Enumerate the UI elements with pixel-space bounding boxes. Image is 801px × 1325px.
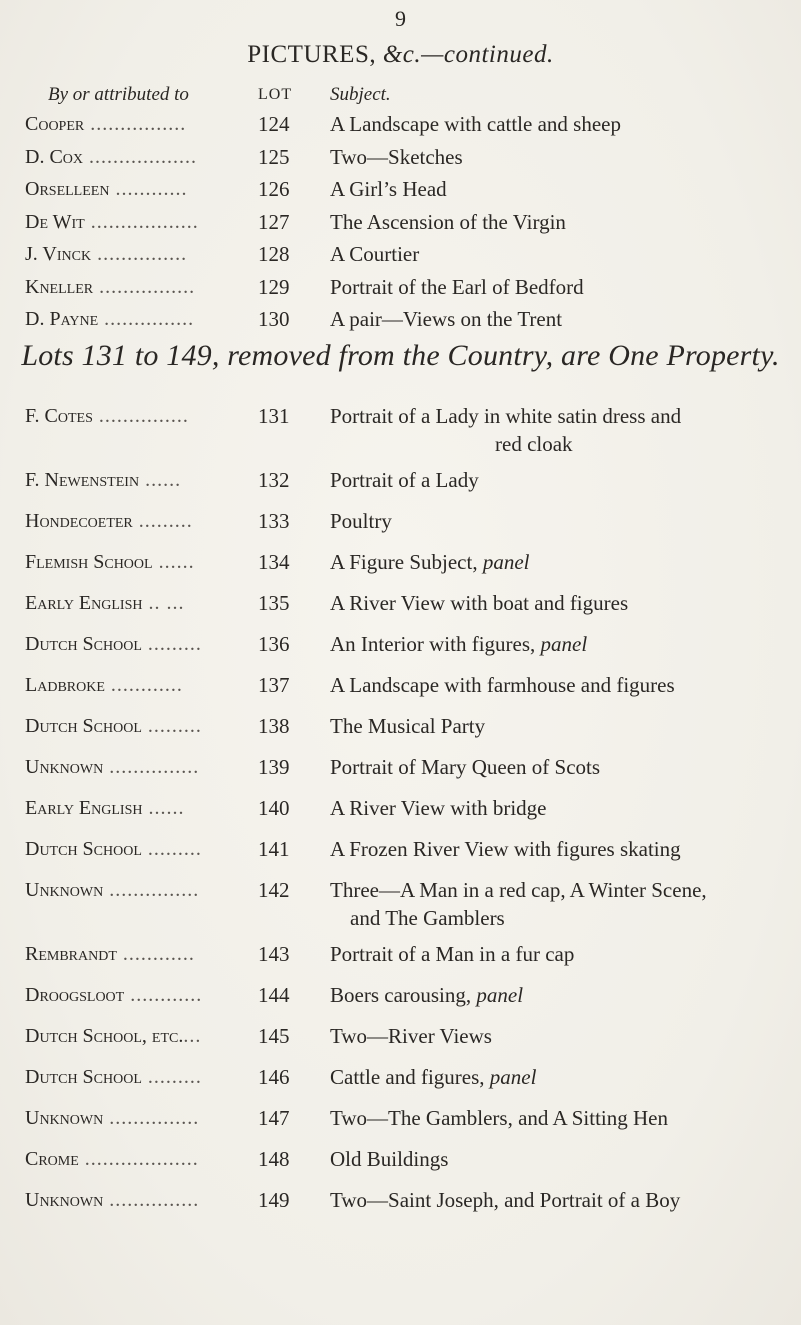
lot-number: 147 [258, 1106, 290, 1130]
lot-artist [25, 1063, 257, 1091]
leader-dots: ................ [93, 275, 196, 298]
lot-subject [330, 1063, 790, 1091]
leader-dots: ......... [141, 838, 202, 860]
leader-dots: ............ [124, 984, 203, 1006]
lot-artist [25, 712, 257, 740]
lot-subject [330, 548, 790, 576]
lot-artist [25, 981, 257, 1009]
subject-text: Cattle and figures, [330, 1065, 490, 1089]
lot-artist [25, 1104, 257, 1132]
lot-subject [330, 1104, 790, 1132]
leader-dots: ............ [109, 178, 188, 200]
subject-text: A Landscape with farmhouse and figures [330, 673, 675, 697]
leader-dots: ......... [141, 633, 202, 655]
lot-artist [25, 940, 257, 968]
lot-artist [25, 671, 257, 699]
lot-artist [25, 1022, 257, 1050]
leader-dots: ...... [152, 551, 195, 573]
lot-number: 140 [258, 796, 290, 820]
lot-subject [330, 876, 790, 932]
artist-name: D. Payne [25, 308, 99, 330]
lot-subject [330, 794, 790, 822]
subject-text: Portrait of a Lady in white satin dress and [330, 404, 682, 428]
artist-name: Orselleen [25, 178, 110, 200]
subject-medium: panel [482, 550, 530, 574]
leader-dots: ...... [142, 797, 185, 819]
lot-artist [25, 466, 257, 494]
leader-dots: ......... [141, 1066, 202, 1088]
subject-text: Two—Sketches [330, 144, 463, 169]
column-header-subject: Subject. [330, 84, 391, 105]
subject-text: Boers carousing, [330, 983, 477, 1007]
subject-text: A Landscape with cattle and sheep [330, 112, 621, 136]
subject-text: Portrait of Mary Queen of Scots [330, 755, 601, 779]
subject-text-continued: red cloak [495, 432, 573, 456]
lot-subject [330, 273, 790, 301]
artist-name: Unknown [25, 1107, 104, 1129]
lot-number: 141 [258, 837, 290, 861]
subject-text: Three—A Man in a red cap, A Winter Scene, [330, 878, 707, 902]
artist-name: Early English [25, 797, 143, 819]
artist-name: Kneller [25, 275, 94, 298]
lot-artist [25, 175, 257, 203]
lot-subject [330, 1022, 790, 1050]
lot-number: 125 [258, 144, 290, 169]
leader-dots: ............... [103, 756, 200, 778]
subject-text: Portrait of a Man in a fur cap [330, 942, 575, 966]
lot-number: 126 [258, 177, 290, 201]
subject-text: Portrait of the Earl of Bedford [330, 274, 584, 299]
page-number: 9 [395, 6, 406, 31]
running-head [0, 40, 801, 70]
artist-name: Early English [25, 592, 143, 614]
lot-number: 131 [258, 404, 290, 428]
lot-number: 130 [258, 307, 290, 331]
artist-name: Dutch School [25, 1066, 142, 1088]
lot-artist [25, 876, 257, 904]
lot-artist [25, 1186, 257, 1214]
subject-text: An Interior with figures, [330, 632, 541, 656]
artist-name: F. Cotes [25, 405, 93, 427]
subject-text: Poultry [330, 509, 392, 533]
lot-number: 142 [258, 878, 290, 902]
subject-text: The Ascension of the Virgin [330, 209, 566, 234]
lot-artist [25, 507, 257, 535]
leader-dots: ... [183, 1025, 202, 1047]
subject-text: A Figure Subject, [330, 550, 483, 574]
lot-subject [330, 1186, 790, 1214]
subject-text: Two—River Views [330, 1024, 492, 1048]
lot-artist [25, 273, 257, 301]
leader-dots: ............... [103, 1107, 200, 1129]
artist-name: Droogsloot [25, 984, 125, 1006]
lot-artist [25, 630, 257, 658]
lot-number: 133 [258, 509, 290, 533]
lot-subject [330, 671, 790, 699]
artist-name: Dutch School, etc. [25, 1025, 184, 1047]
lot-artist [25, 753, 257, 781]
lot-number: 128 [258, 242, 290, 266]
lot-number: 145 [258, 1024, 290, 1048]
lot-number: 144 [258, 983, 290, 1007]
lot-number: 132 [258, 468, 290, 492]
leader-dots: ......... [141, 715, 202, 737]
leader-dots: ............ [104, 674, 183, 696]
lot-subject [330, 981, 790, 1009]
lot-number: 143 [258, 942, 290, 966]
artist-name: Cooper [25, 113, 85, 135]
subject-text: The Musical Party [330, 714, 486, 738]
leader-dots: .................. [84, 210, 199, 233]
lot-subject [330, 940, 790, 968]
lot-subject [330, 630, 790, 658]
leader-dots: ............... [103, 1189, 200, 1211]
leader-dots: ................ [84, 113, 187, 135]
lot-artist [25, 794, 257, 822]
lot-artist [25, 589, 257, 617]
lot-subject [330, 110, 790, 138]
leader-dots: ......... [132, 510, 193, 532]
artist-name: Unknown [25, 879, 104, 901]
subject-medium: panel [489, 1065, 537, 1089]
subject-text: A River View with boat and figures [330, 591, 629, 615]
subject-text: A River View with bridge [330, 796, 547, 820]
lot-number: 148 [258, 1147, 290, 1171]
lot-subject [330, 835, 790, 863]
lot-number: 149 [258, 1188, 290, 1212]
lot-subject [330, 589, 790, 617]
lot-subject [330, 175, 790, 203]
subject-text-continued: and The Gamblers [350, 906, 505, 930]
leader-dots: ............... [92, 405, 189, 427]
lot-artist [25, 305, 257, 333]
lot-subject [330, 208, 790, 236]
lot-number: 136 [258, 632, 290, 656]
lot-number: 135 [258, 591, 290, 615]
leader-dots: .................. [83, 145, 198, 168]
subject-text: A pair—Views on the Trent [330, 307, 563, 331]
artist-name: Dutch School [25, 715, 142, 737]
column-headers [0, 84, 801, 108]
artist-name: Rembrandt [25, 943, 117, 965]
column-header-lot: LOT [258, 86, 293, 103]
leader-dots: .. ... [142, 592, 185, 614]
subject-medium: panel [476, 983, 524, 1007]
artist-name: Hondecoeter [25, 510, 133, 532]
subject-text: Two—Saint Joseph, and Portrait of a Boy [330, 1188, 681, 1212]
artist-name: Ladbroke [25, 674, 105, 696]
artist-name: De Wit [25, 210, 85, 233]
running-head-title: PICTURES, [247, 41, 383, 68]
lot-artist [25, 240, 257, 268]
artist-name: Crome [25, 1148, 79, 1170]
artist-name: Unknown [25, 756, 104, 778]
leader-dots: ...... [139, 469, 182, 491]
leader-dots: ............... [91, 243, 188, 265]
lot-number: 129 [258, 274, 290, 299]
subject-text: A Girl’s Head [330, 177, 447, 201]
leader-dots: ............... [98, 308, 195, 330]
leader-dots: ............ [116, 943, 195, 965]
lot-artist [25, 402, 257, 430]
lot-number: 138 [258, 714, 290, 738]
artist-name: D. Cox [25, 145, 84, 168]
lot-subject [330, 753, 790, 781]
artist-name: J. Vinck [25, 243, 92, 265]
lot-number: 139 [258, 755, 290, 779]
artist-name: Dutch School [25, 838, 142, 860]
lot-subject [330, 402, 790, 458]
artist-name: Flemish School [25, 551, 153, 573]
leader-dots: ................... [78, 1148, 199, 1170]
subject-text: A Courtier [330, 242, 420, 266]
lot-artist [25, 548, 257, 576]
lot-artist [25, 110, 257, 138]
lot-artist [25, 1145, 257, 1173]
lot-number: 124 [258, 112, 290, 136]
lot-subject [330, 305, 790, 333]
lot-number: 134 [258, 550, 290, 574]
lot-artist [25, 835, 257, 863]
lot-number: 146 [258, 1065, 290, 1089]
artist-name: Unknown [25, 1189, 104, 1211]
artist-name: F. Newenstein [25, 469, 140, 491]
lot-subject [330, 466, 790, 494]
lot-subject [330, 1145, 790, 1173]
subject-text: Two—The Gamblers, and A Sitting Hen [330, 1106, 668, 1130]
leader-dots: ............... [103, 879, 200, 901]
lot-artist [25, 208, 257, 236]
lot-subject [330, 240, 790, 268]
artist-name: Dutch School [25, 633, 142, 655]
lot-subject [330, 507, 790, 535]
subject-medium: panel [540, 632, 588, 656]
section-note: Lots 131 to 149, removed from the Country, are One Property. [21, 339, 780, 372]
lot-subject [330, 143, 790, 171]
running-head-continued: &c.—continued. [382, 41, 554, 68]
subject-text: Portrait of a Lady [330, 468, 479, 492]
lot-number: 137 [258, 673, 290, 697]
subject-text: Old Buildings [330, 1147, 449, 1171]
subject-text: A Frozen River View with figures skating [330, 837, 681, 861]
column-header-attribution: By or attributed to [48, 84, 189, 105]
lot-number: 127 [258, 209, 290, 234]
lot-artist [25, 143, 257, 171]
lot-subject [330, 712, 790, 740]
